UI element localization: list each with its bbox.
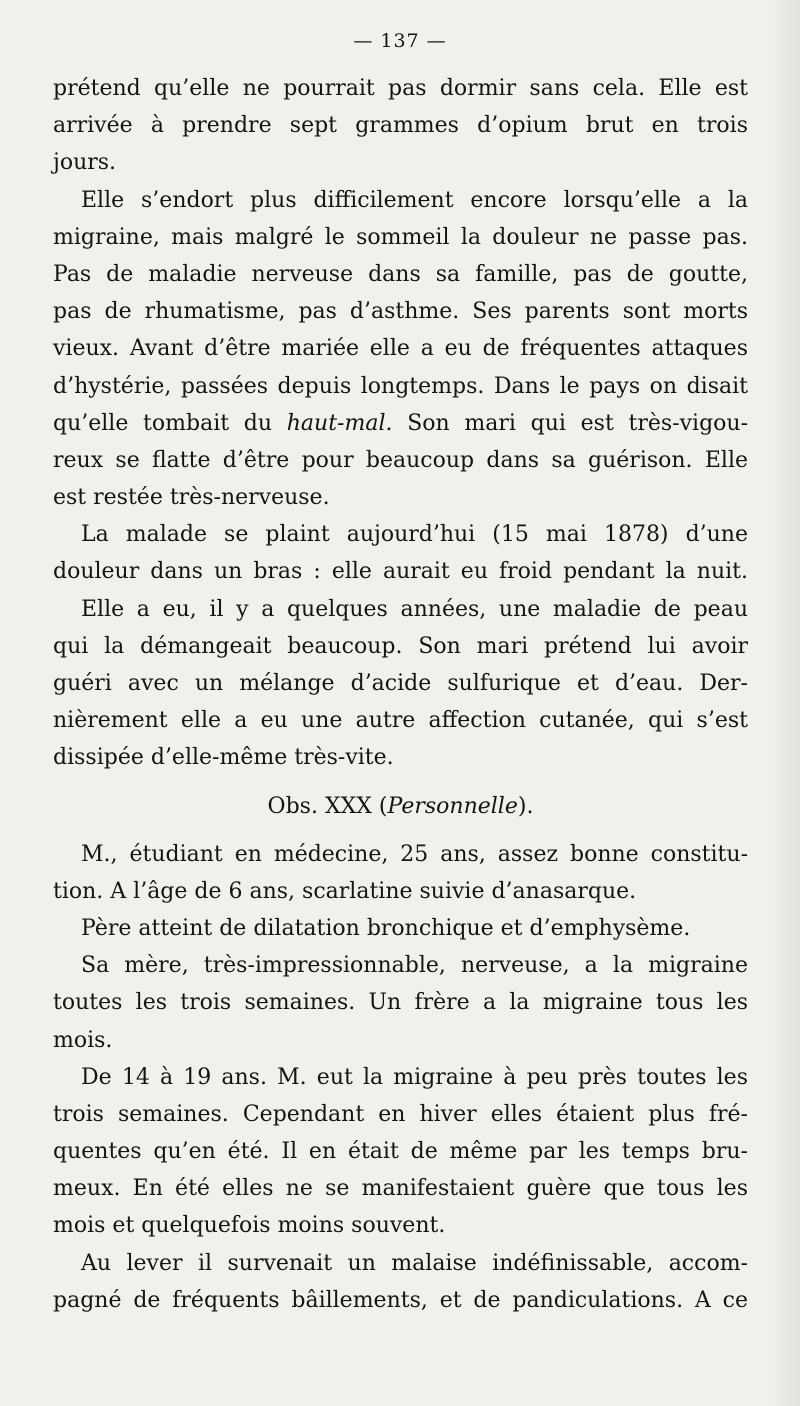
body-text (53, 70, 748, 1319)
text-line: pagné de fréquents bâillements, et de pandiculations. A ce (53, 1287, 748, 1313)
text-line: mois et quelquefois moins souvent. (53, 1213, 446, 1239)
text-line: est restée très-nerveuse. (53, 485, 330, 511)
text-line: meux. En été elles ne se manifestaient guère que tous les (53, 1176, 748, 1202)
text-segment: qu’elle tombait du (53, 410, 273, 436)
text-line: Sa mère, très-impressionnable, nerveuse, a la migraine (81, 953, 748, 979)
text-line: pas de rhumatisme, pas d’asthme. Ses parents sont morts (53, 299, 748, 325)
text-line: tion. A l’âge de 6 ans, scarlatine suivie d’anasarque. (53, 878, 637, 904)
text-line: mois. (53, 1027, 113, 1053)
text-line: Pas de maladie nerveuse dans sa famille, pas de goutte, (53, 261, 748, 287)
text-line: nièrement elle a eu une autre affection cutanée, qui s’est (53, 708, 748, 734)
text-line: La malade se plaint aujourd’hui (15 mai 1878) d’une (81, 522, 748, 548)
heading-italic: Personnelle (387, 793, 518, 819)
text-line: toutes les trois semaines. Un frère a la migraine tous les (53, 990, 748, 1016)
page-edge-shadow (770, 0, 800, 1406)
text-line: dissipée d’elle-même très-vite. (53, 745, 394, 771)
heading-prefix: Obs. XXX ( (267, 793, 388, 819)
text-line: prétend qu’elle ne pourrait pas dormir sans cela. Elle est (53, 76, 748, 101)
text-line: De 14 à 19 ans. M. eut la migraine à peu près toutes les (81, 1064, 748, 1090)
text-line: qui la démangeait beaucoup. Son mari prétend lui avoir (53, 633, 748, 659)
italic-term: haut-mal. (286, 410, 393, 436)
text-line: migraine, mais malgré le sommeil la douleur ne passe pas. (53, 224, 748, 250)
text-line: Au lever il survenait un malaise indéfinissable, accom- (81, 1250, 748, 1276)
text-line: M., étudiant en médecine, 25 ans, assez bonne constitu- (81, 841, 748, 867)
text-line: d’hystérie, passées depuis longtemps. Dans le pays on disait (53, 373, 748, 399)
text-line: Elle s’endort plus difficilement encore lorsqu’elle a la (81, 187, 748, 213)
text-line: arrivée à prendre sept grammes d’opium brut en trois (53, 113, 748, 139)
text-line: Père atteint de dilatation bronchique et d’emphysème. (81, 915, 691, 941)
page-number: — 137 — (353, 30, 447, 52)
text-segment: Son mari qui est très-vigou- (407, 410, 749, 436)
text-line: guéri avec un mélange d’acide sulfurique et d’eau. Der- (53, 671, 748, 696)
text-line: reux se flatte d’être pour beaucoup dans sa guérison. Elle (53, 447, 748, 473)
text-line: Elle a eu, il y a quelques années, une maladie de peau (81, 596, 748, 622)
observation-heading (53, 782, 748, 832)
text-line: vieux. Avant d’être mariée elle a eu de fréquentes attaques (53, 336, 748, 362)
text-line-with-italic (53, 405, 748, 442)
text-line: douleur dans un bras : elle aurait eu froid pendant la nuit. (53, 559, 748, 585)
text-line: jours. (53, 150, 117, 176)
text-line: quentes qu’en été. Il en était de même par les temps bru- (53, 1139, 748, 1165)
heading-suffix: ). (517, 793, 534, 819)
text-line: trois semaines. Cependant en hiver elles étaient plus fré- (53, 1101, 748, 1127)
